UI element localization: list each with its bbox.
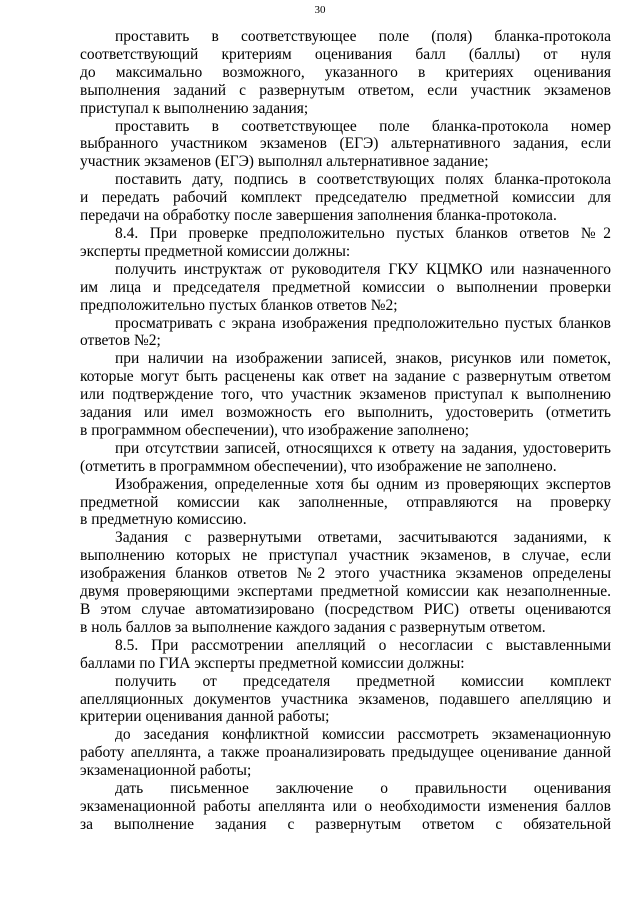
text-line: до максимально возможного, указанного в критериях оценивания xyxy=(80,63,611,81)
text-line: за выполнение задания с развернутым ответом с обязательной xyxy=(80,815,611,833)
paragraph xyxy=(80,780,611,834)
paragraph xyxy=(80,261,611,315)
text-line: апелляционных документов участника экзаменов, подавшего апелляцию и xyxy=(80,690,611,708)
text-line: проставить в соответствующее поле бланка-протокола номер xyxy=(115,117,611,135)
text-line: предметной комиссии как заполненные, отправляются на проверку xyxy=(80,493,611,511)
text-line: и передать рабочий комплект председателю предметной комиссии для xyxy=(80,189,611,207)
text-line: соответствующий критериям оценивания балл (баллы) от нуля xyxy=(80,45,611,63)
text-line: двумя проверяющими экспертами предметной комиссии как незаполненные. xyxy=(80,583,611,601)
text-line: изображения бланков ответов №2 этого участника экзаменов определены xyxy=(80,565,611,583)
paragraph xyxy=(80,637,611,673)
paragraph xyxy=(80,315,611,351)
text-line: получить от председателя предметной комиссии комплект xyxy=(115,672,611,690)
text-line: при отсутствии записей, относящихся к ответу на задания, удостоверить xyxy=(115,439,611,457)
text-line: 8.4. При проверке предположительно пустых бланков ответов №2 xyxy=(115,224,611,242)
text-line: при наличии на изображении записей, знаков, рисунков или пометок, xyxy=(115,350,611,368)
page-number: 30 xyxy=(314,4,326,16)
text-line: экзаменационной работы; xyxy=(80,762,252,780)
document-body xyxy=(80,28,611,834)
text-line: выбранного участником экзаменов (ЕГЭ) альтернативного задания, если xyxy=(80,135,611,153)
text-line: получить инструктаж от руководителя ГКУ КЦМКО или назначенного xyxy=(115,260,611,278)
text-line: Изображения, определенные хотя бы одним из проверяющих экспертов xyxy=(115,475,611,493)
text-line: передачи на обработку после завершения заполнения бланка-протокола. xyxy=(80,207,557,225)
text-line: проставить в соответствующее поле (поля) бланка-протокола xyxy=(115,28,611,45)
paragraph xyxy=(80,225,611,261)
text-line: ответов №2; xyxy=(80,332,161,350)
text-line: в ноль баллов за выполнение каждого задания с развернутым ответом. xyxy=(80,618,546,636)
text-line: Задания с развернутыми ответами, засчитываются заданиями, к xyxy=(115,529,611,547)
text-line: предположительно пустых бланков ответов №2; xyxy=(80,296,398,314)
text-line: 8.5. При рассмотрении апелляций о несогласии с выставленными xyxy=(115,636,611,654)
text-line: задания или имел возможность его выполнить, удостоверить (отметить xyxy=(80,404,611,422)
paragraph xyxy=(80,440,611,476)
text-line: которые могут быть расценены как ответ на задание с развернутым ответом xyxy=(80,368,611,386)
text-line: эксперты предметной комиссии должны: xyxy=(80,242,351,260)
text-line: поставить дату, подпись в соответствующих полях бланка-протокола xyxy=(115,171,611,189)
text-line: выполнения заданий с развернутым ответом, если участник экзаменов xyxy=(80,81,611,99)
paragraph xyxy=(80,529,611,636)
text-line: (отметить в программном обеспечении), что изображение не заполнено. xyxy=(80,457,557,475)
text-line: критерии оценивания данной работы; xyxy=(80,708,330,726)
paragraph xyxy=(80,171,611,225)
paragraph xyxy=(80,726,611,780)
text-line: баллами по ГИА эксперты предметной комиссии должны: xyxy=(80,654,465,672)
text-line: работу апеллянта, а также проанализировать предыдущее оценивание данной xyxy=(80,744,611,762)
text-line: в предметную комиссию. xyxy=(80,511,247,529)
text-line: приступал к выполнению задания; xyxy=(80,99,309,117)
text-line: В этом случае автоматизировано (посредством РИС) ответы оцениваются xyxy=(80,601,611,618)
paragraph xyxy=(80,350,611,440)
text-line: в программном обеспечении), что изображение заполнено; xyxy=(80,421,470,439)
text-line: выполнению которых не приступал участник экзаменов, в случае, если xyxy=(80,547,611,565)
text-line: участник экзаменов (ЕГЭ) выполнял альтернативное задание; xyxy=(80,153,489,171)
text-line: или подтверждение того, что участник экзаменов приступал к выполнению xyxy=(80,386,611,404)
text-line: дать письменное заключение о правильности оценивания xyxy=(115,780,611,798)
text-line: экзаменационной работы апеллянта или о необходимости изменения баллов xyxy=(80,797,611,815)
text-line: до заседания конфликтной комиссии рассмотреть экзаменационную xyxy=(115,726,611,744)
paragraph xyxy=(80,476,611,530)
paragraph xyxy=(80,28,611,118)
text-line: просматривать с экрана изображения предположительно пустых бланков xyxy=(115,314,611,332)
paragraph xyxy=(80,118,611,172)
paragraph xyxy=(80,673,611,727)
text-line: им лица и председателя предметной комиссии о выполнении проверки xyxy=(80,278,611,296)
